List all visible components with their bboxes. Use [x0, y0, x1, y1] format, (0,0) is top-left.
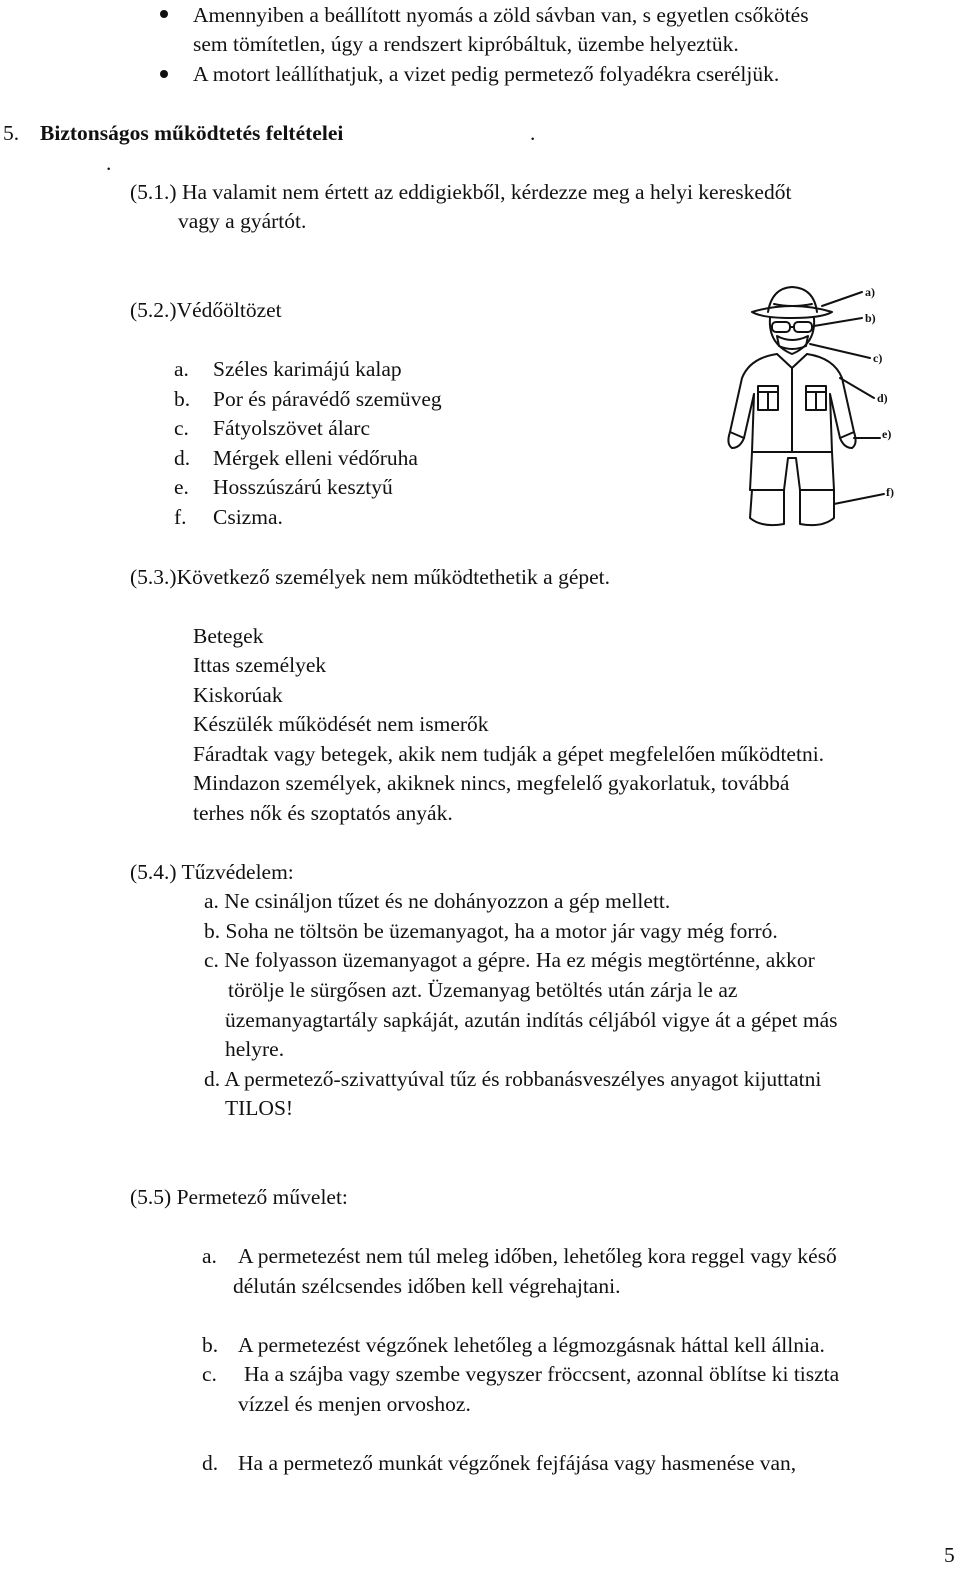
section-number: 5.: [3, 121, 20, 145]
s52-letter-e: e.: [174, 475, 189, 499]
bullet-1-line-1: Amennyiben a beállított nyomás a zöld sávban van, s egyetlen csőkötés: [193, 3, 809, 27]
figure-label-a: a): [865, 285, 875, 299]
s55-item-a-line-2: délután szélcsendes időben kell végrehajtani.: [233, 1274, 621, 1298]
bullet-dot: [160, 10, 168, 18]
section-title: Biztonságos működtetés feltételei: [40, 121, 344, 145]
s52-letter-a: a.: [174, 357, 189, 381]
figure-label-b: b): [865, 311, 876, 325]
s55-item-d-line-1: Ha a permetező munkát végzőnek fejfájása vagy hasmenése van,: [238, 1451, 797, 1475]
s52-letter-b: b.: [174, 387, 191, 411]
s52-item-f: Csizma.: [213, 505, 283, 529]
s51-line-1: (5.1.) Ha valamit nem értett az eddigiekből, kérdezze meg a helyi kereskedőt: [130, 180, 792, 204]
hat-icon: [752, 287, 832, 318]
s55-letter-a: a.: [202, 1244, 217, 1268]
figure-label-f: f): [886, 485, 894, 499]
s55-heading: (5.5) Permetező művelet:: [130, 1185, 348, 1209]
s55-letter-d: d.: [202, 1451, 219, 1475]
s55-item-b-line-1: A permetezést végzőnek lehetőleg a légmozgásnak háttal kell állnia.: [238, 1333, 825, 1357]
figure-label-d: d): [877, 391, 888, 405]
protective-clothing-figure: [722, 282, 932, 532]
s52-item-b: Por és páravédő szemüveg: [213, 387, 442, 411]
s52-item-d: Mérgek elleni védőruha: [213, 446, 418, 470]
s55-item-c-line-1: Ha a szájba vagy szembe vegyszer fröccsent, azonnal öblítse ki tiszta: [244, 1362, 840, 1386]
s55-item-a-line-1: A permetezést nem túl meleg időben, lehetőleg kora reggel vagy késő: [238, 1244, 837, 1268]
page-number: 5: [944, 1543, 955, 1567]
s54-line: a. Ne csináljon tűzet és ne dohányozzon a gép mellett.: [204, 889, 671, 913]
s54-line: d. A permetező-szivattyúval tűz és robbanásveszélyes anyagot kijuttatni: [204, 1067, 822, 1091]
section-title-dot: .: [530, 121, 536, 145]
s52-letter-d: d.: [174, 446, 191, 470]
s54-line: c. Ne folyasson üzemanyagot a gépre. Ha ez mégis megtörténne, akkor: [204, 948, 815, 972]
s53-line: Ittas személyek: [193, 653, 327, 677]
s55-item-c-line-2: vízzel és menjen orvoshoz.: [238, 1392, 471, 1416]
stray-dot: .: [106, 151, 112, 175]
s53-line: Mindazon személyek, akiknek nincs, megfelelő gyakorlatuk, továbbá: [193, 771, 790, 795]
s53-heading: (5.3.)Következő személyek nem működtethetik a gépet.: [130, 565, 611, 589]
figure-label-c: c): [873, 351, 883, 365]
bullet-2-line-1: A motort leállíthatjuk, a vizet pedig permetező folyadékra cseréljük.: [193, 62, 780, 86]
mask-icon: [777, 336, 808, 349]
s54-line: b. Soha ne töltsön be üzemanyagot, ha a motor jár vagy még forró.: [204, 919, 778, 943]
bullet-1-line-2: sem tömítetlen, úgy a rendszert kipróbáltuk, üzembe helyeztük.: [193, 32, 739, 56]
figure-label-e: e): [882, 427, 892, 441]
goggles-icon: [772, 322, 812, 332]
s52-item-a: Széles karimájú kalap: [213, 357, 402, 381]
s54-line: helyre.: [225, 1037, 285, 1061]
boots-icon: [750, 490, 834, 525]
s53-line: Készülék működését nem ismerők: [193, 712, 489, 736]
s53-line: Kiskorúak: [193, 683, 283, 707]
bullet-dot: [160, 70, 168, 78]
protective-suit-icon: [730, 354, 854, 490]
s52-heading: (5.2.)Védőöltözet: [130, 298, 282, 322]
s53-line: terhes nők és szoptatós anyák.: [193, 801, 453, 825]
s53-line: Betegek: [193, 624, 264, 648]
s54-line: törölje le sürgősen azt. Üzemanyag betöltés után zárja le az: [228, 978, 738, 1002]
s53-line: Fáradtak vagy betegek, akik nem tudják a gépet megfelelően működtetni.: [193, 742, 825, 766]
s52-letter-c: c.: [174, 416, 189, 440]
s52-item-e: Hosszúszárú kesztyű: [213, 475, 393, 499]
s52-item-c: Fátyolszövet álarc: [213, 416, 371, 440]
s55-letter-c: c.: [202, 1362, 217, 1386]
s52-letter-f: f.: [174, 505, 187, 529]
s55-letter-b: b.: [202, 1333, 219, 1357]
s54-heading: (5.4.) Tűzvédelem:: [130, 860, 294, 884]
s54-line: TILOS!: [225, 1096, 294, 1120]
s51-line-2: vagy a gyártót.: [178, 209, 307, 233]
s54-line: üzemanyagtartály sapkáját, azután indítás céljából vigye át a gépet más: [225, 1008, 838, 1032]
